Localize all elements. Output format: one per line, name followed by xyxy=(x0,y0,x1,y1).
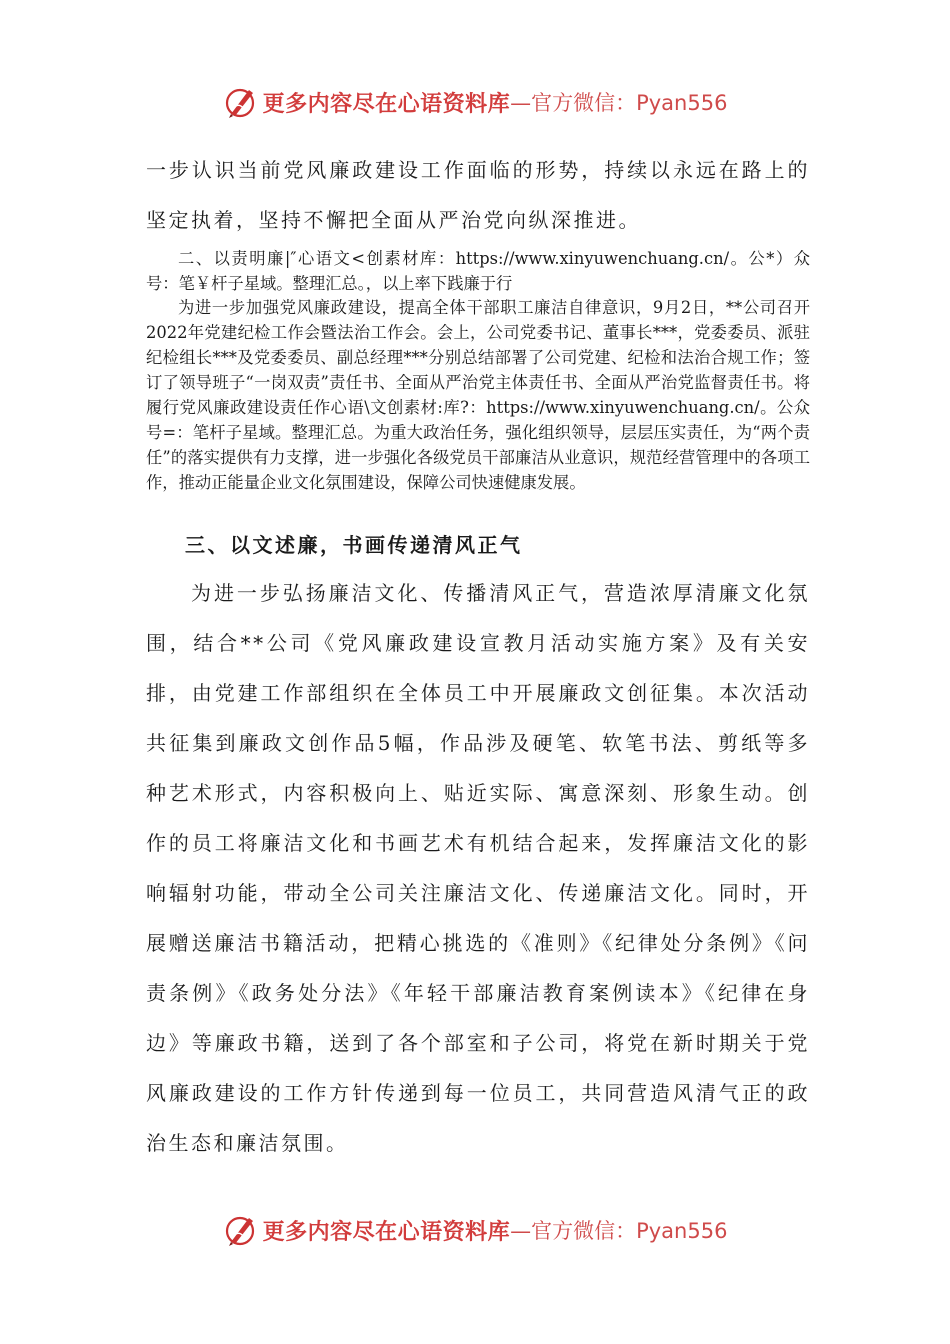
footer-brand-text: 更多内容尽在心语资料库 xyxy=(262,1218,511,1245)
section2-paragraph: 为进一步加强党风廉政建设，提高全体干部职工廉洁自律意识，9月2日，**公司召开2022年党建纪检工作会暨法治工作会。会上，公司党委书记、董事长***，党委委员、派驻纪检组长***及党委委员、副总经理***分别总结部署了公司党建、纪检和法治合规工作；签订了领导班子“一岗双责”责任书、全面从严治党主体责任书、全面从严治党监督责任书。将履行党风廉政建设责任作心语\文创素材:库?：https://www.xinyuwenchuang.cn/。公众号=：笔杆子星域。整理汇总。为重大政治任务，强化组织领导，层层压实责任，为“两个责任”的落实提供有力支撑，进一步强化各级党员干部廉洁从业意识，规范经营管理中的各项工作，推动正能量企业文化氛围建设，保障公司快速健康发展。 xyxy=(146,298,810,492)
header-contact-text: —官方微信：Pyan556 xyxy=(510,91,728,115)
section2-heading-line: 二、以责明廉|″心语文<创素材库：https://www.xinyuwenchuang.cn/。公*）众号：笔￥杆子星域。整理汇总。，以上率下践廉于行 xyxy=(146,249,810,293)
pen-logo-icon xyxy=(223,84,259,120)
intro-paragraph: 一步认识当前党风廉政建设工作面临的形势，持续以永远在路上的坚定执着，坚持不懈把全面从严治党向纵深推进。 xyxy=(146,158,810,232)
section3-heading: 三、以文述廉，书画传递清风正气 xyxy=(185,533,523,557)
header-brand-text: 更多内容尽在心语资料库 xyxy=(262,90,511,117)
pen-logo-icon xyxy=(223,1212,259,1248)
section3-paragraph: 为进一步弘扬廉洁文化、传播清风正气，营造浓厚清廉文化氛围，结合**公司《党风廉政建设宣教月活动实施方案》及有关安排，由党建工作部组织在全体员工中开展廉政文创征集。本次活动共征集到廉政文创作品5幅，作品涉及硬笔、软笔书法、剪纸等多种艺术形式，内容积极向上、贴近实际、寓意深刻、形象生动。创作的员工将廉洁文化和书画艺术有机结合起来，发挥廉洁文化的影响辐射功能，带动全公司关注廉洁文化、传递廉洁文化。同时，开展赠送廉洁书籍活动，把精心挑选的《准则》《纪律处分条例》《问责条例》《政务处分法》《年轻干部廉洁教育案例读本》《纪律在身边》等廉政书籍，送到了各个部室和子公司，将党在新时期关于党风廉政建设的工作方针传递到每一位员工，共同营造风清气正的政治生态和廉洁氛围。 xyxy=(146,581,810,1155)
header-banner xyxy=(0,80,950,124)
footer-banner xyxy=(0,1208,950,1252)
footer-contact-text: —官方微信：Pyan556 xyxy=(510,1219,728,1243)
